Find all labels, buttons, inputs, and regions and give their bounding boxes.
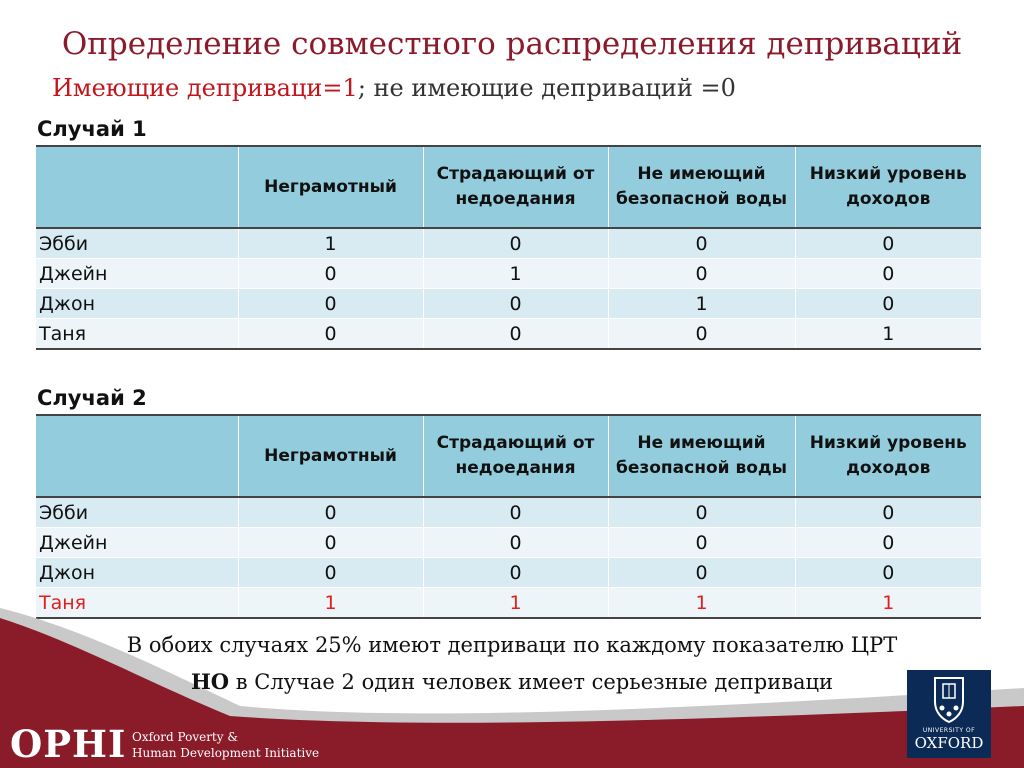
cell-value: 0: [238, 289, 423, 319]
cell-value: 0: [238, 558, 423, 588]
cell-value: 0: [795, 497, 981, 528]
cell-value: 0: [238, 319, 423, 350]
header-malnourished: Страдающий от недоедания: [423, 146, 608, 228]
row-name: Эбби: [36, 228, 238, 259]
cell-value: 0: [423, 319, 608, 350]
header-no-safe-water: Не имеющий безопасной воды: [608, 146, 795, 228]
ophi-full-name: [132, 729, 319, 761]
cell-value: 0: [795, 558, 981, 588]
cell-value: 0: [608, 558, 795, 588]
cell-value: 0: [795, 289, 981, 319]
ophi-logo: OPHI: [10, 722, 127, 766]
case-1-table: [36, 145, 981, 350]
header-illiterate: Неграмотный: [238, 415, 423, 497]
slide-title: Определение совместного распределения деприваций: [61, 26, 963, 62]
cell-value: 0: [238, 497, 423, 528]
header-low-income: Низкий уровень доходов: [795, 415, 981, 497]
cell-value: 0: [608, 528, 795, 558]
header-no-safe-water: Не имеющий безопасной воды: [608, 415, 795, 497]
conclusion-line-2: [0, 669, 1024, 694]
row-name: Таня: [36, 319, 238, 350]
row-name: Таня: [36, 588, 238, 619]
cell-value: 1: [423, 259, 608, 289]
header-person: [36, 146, 238, 228]
conclusion-line-1: В обоих случаях 25% имеют деприваци по каждому показателю ЦРТ: [126, 633, 898, 657]
subtitle-rest-part: ; не имеющие деприваций =0: [357, 74, 736, 102]
conclusion-line-2-text: в Случае 2 один человек имеет серьезные деприваци: [229, 670, 834, 694]
case-1-label: Случай 1: [37, 117, 147, 141]
slide-subtitle: [52, 74, 736, 102]
ophi-name-line-1: Oxford Poverty &: [132, 730, 239, 744]
row-name: Джейн: [36, 528, 238, 558]
table-row: [36, 497, 981, 528]
cell-value: 0: [423, 558, 608, 588]
table-row: [36, 528, 981, 558]
table-row: [36, 289, 981, 319]
cell-value: 1: [238, 588, 423, 619]
cell-value: 0: [238, 259, 423, 289]
cell-value: 1: [238, 228, 423, 259]
cell-value: 0: [423, 528, 608, 558]
cell-value: 0: [795, 259, 981, 289]
conclusion-but: НО: [190, 669, 230, 694]
header-malnourished: Страдающий от недоедания: [423, 415, 608, 497]
row-name: Эбби: [36, 497, 238, 528]
cell-value: 0: [608, 259, 795, 289]
table-row: [36, 558, 981, 588]
cell-value: 1: [608, 588, 795, 619]
header-low-income: Низкий уровень доходов: [795, 146, 981, 228]
table-row: [36, 259, 981, 289]
row-name: Джон: [36, 558, 238, 588]
cell-value: 0: [795, 228, 981, 259]
oxford-crest-icon: [907, 670, 991, 726]
ophi-name-line-2: Human Development Initiative: [132, 746, 320, 760]
case-2-label: Случай 2: [37, 386, 147, 410]
cell-value: 1: [608, 289, 795, 319]
cell-value: 0: [608, 497, 795, 528]
row-name: Джейн: [36, 259, 238, 289]
cell-value: 0: [423, 228, 608, 259]
table-row: [36, 228, 981, 259]
table-row: [36, 319, 981, 350]
cell-value: 0: [795, 528, 981, 558]
subtitle-deprived-part: Имеющие деприваци=1: [52, 74, 358, 102]
table-header-row: [36, 146, 981, 228]
cell-value: 0: [608, 228, 795, 259]
oxford-university-of: UNIVERSITY OF: [922, 727, 976, 734]
cell-value: 0: [238, 528, 423, 558]
header-person: [36, 415, 238, 497]
oxford-wordmark: OXFORD: [914, 734, 984, 752]
header-illiterate: Неграмотный: [238, 146, 423, 228]
table-header-row: [36, 415, 981, 497]
cell-value: 0: [423, 497, 608, 528]
cell-value: 1: [795, 588, 981, 619]
row-name: Джон: [36, 289, 238, 319]
cell-value: 0: [423, 289, 608, 319]
cell-value: 1: [423, 588, 608, 619]
cell-value: 0: [608, 319, 795, 350]
cell-value: 1: [795, 319, 981, 350]
oxford-university-logo: [907, 670, 991, 758]
